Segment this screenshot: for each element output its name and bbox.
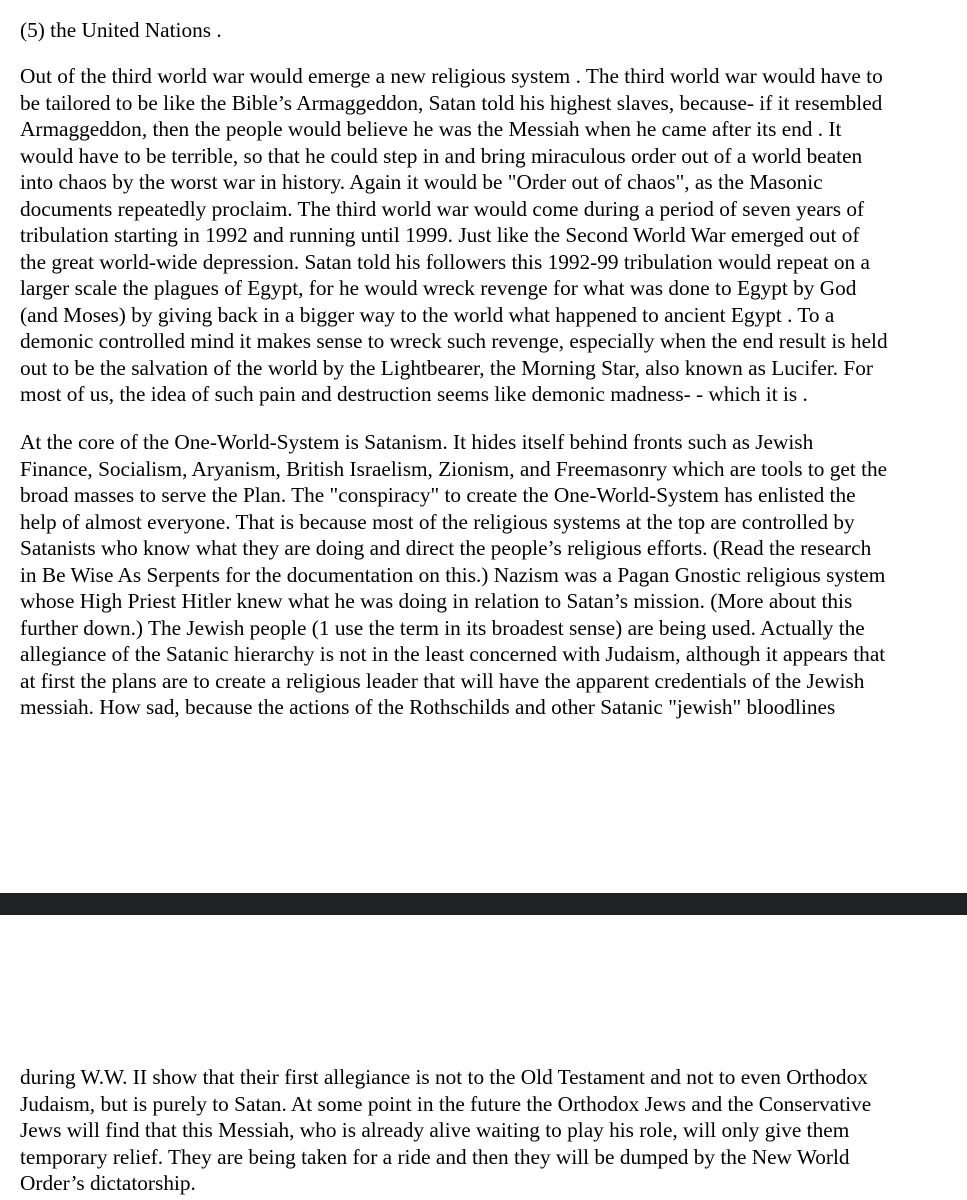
text-line: temporary relief. They are being taken for a ride and then they will be dumped by the New World (20, 1144, 850, 1169)
text-line: at first the plans are to create a religious leader that will have the apparent credentials of the Jewish (20, 668, 865, 693)
text-line: larger scale the plagues of Egypt, for he would wreck revenge for what was done to Egypt by God (20, 276, 857, 300)
text-line: be tailored to be like the Bible’s Armaggeddon, Satan told his highest slaves, because- if it resembled (20, 90, 883, 115)
text-line: Armaggeddon, then the people would believe he was the Messiah when he came after its end . It (20, 117, 842, 141)
text-line: further down.) The Jewish people (1 use the term in its broadest sense) are being used. Actually the (20, 615, 865, 640)
text-line: (5) the United Nations . (20, 18, 222, 42)
text-line: into chaos by the worst war in history. Again it would be "Order out of chaos", as the Masonic (20, 170, 823, 194)
text-line: most of us, the idea of such pain and destruction seems like demonic madness- - which it is . (20, 382, 808, 406)
paragraph-one-world-system (20, 429, 965, 721)
text-line: help of almost everyone. That is because most of the religious systems at the top are controlled by (20, 509, 855, 534)
text-line: (and Moses) by giving back in a bigger way to the world what happened to ancient Egypt . To a (20, 302, 835, 327)
text-line: out to be the salvation of the world by the Lightbearer, the Morning Star, also known as Lucifer. For (20, 355, 873, 380)
text-line: tribulation starting in 1992 and running until 1999. Just like the Second World War emerged out of (20, 223, 860, 247)
text-line: Judaism, but is purely to Satan. At some point in the future the Orthodox Jews and the Conservative (20, 1091, 872, 1116)
text-line: documents repeatedly proclaim. The third world war would come during a period of seven years of (20, 196, 865, 221)
page-separator (0, 893, 967, 915)
text-line: the great world-wide depression. Satan told his followers this 1992-99 tribulation would repeat on a (20, 249, 870, 274)
text-line: At the core of the One-World-System is Satanism. It hides itself behind fronts such as Jewish (20, 430, 814, 454)
text-line: would have to be terrible, so that he could step in and bring miraculous order out of a world beaten (20, 143, 863, 168)
text-line: broad masses to serve the Plan. The "conspiracy" to create the One-World-System has enlisted the (20, 483, 856, 507)
text-line: Jews will find that this Messiah, who is already alive waiting to play his role, will only give them (20, 1118, 850, 1142)
paragraph-continuation (20, 1064, 965, 1197)
text-line: Satanists who know what they are doing and direct the people’s religious efforts. (Read the research (20, 536, 872, 560)
text-line: Out of the third world war would emerge a new religious system . The third world war would have to (20, 64, 883, 88)
text-line: in Be Wise As Serpents for the documentation on this.) Nazism was a Pagan Gnostic religious system (20, 562, 886, 587)
text-line: during W.W. II show that their first allegiance is not to the Old Testament and not to even Orthodox (20, 1065, 868, 1089)
text-line: demonic controlled mind it makes sense to wreck such revenge, especially when the end result is held (20, 329, 888, 353)
text-line: Finance, Socialism, Aryanism, British Israelism, Zionism, and Freemasonry which are tools to get the (20, 456, 888, 481)
text-line: messiah. How sad, because the actions of the Rothschilds and other Satanic "jewish" bloodlines (20, 695, 836, 719)
text-line: whose High Priest Hitler knew what he was doing in relation to Satan’s mission. (More about this (20, 589, 853, 613)
list-item-heading-line (20, 17, 965, 44)
text-line: Order’s dictatorship. (20, 1171, 196, 1195)
text-line: allegiance of the Satanic hierarchy is not in the least concerned with Judaism, although it appears that (20, 642, 886, 666)
paragraph-third-world-war (20, 63, 965, 408)
